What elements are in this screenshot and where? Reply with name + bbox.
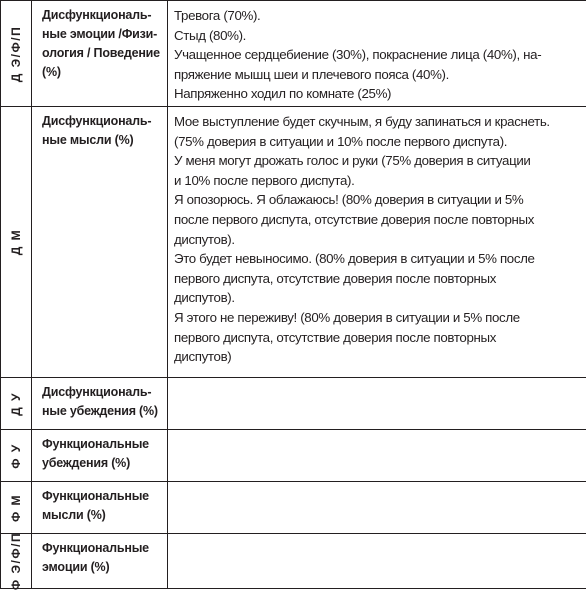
content-line: диспутов) xyxy=(168,347,586,367)
row-code: Д У xyxy=(9,392,23,416)
content-line: Я опозорюсь. Я облажаюсь! (80% доверия в ситуации и 5% xyxy=(168,190,586,210)
content-line: (75% доверия в ситуации и 10% после первого диспута). xyxy=(168,132,586,152)
row-code: Ф У xyxy=(9,443,23,469)
row-label xyxy=(32,482,167,525)
content-line: Я этого не переживу! (80% доверия в ситуации и 5% после xyxy=(168,308,586,328)
row-label-line: (%) xyxy=(42,63,161,82)
row-content xyxy=(168,534,586,539)
row-label-cell xyxy=(32,534,168,589)
content-line: У меня могут дрожать голос и руки (75% доверия в ситуации xyxy=(168,151,586,171)
row-content xyxy=(168,482,586,487)
row-label-line: ные убеждения (%) xyxy=(42,402,161,421)
row-label-cell xyxy=(32,107,168,378)
content-line: Тревога (70%). xyxy=(168,6,586,26)
row-content-cell xyxy=(168,482,586,534)
row-code: Ф М xyxy=(9,493,23,521)
row-label-cell xyxy=(32,1,168,107)
content-line: пряжение мышц шеи и плечевого пояса (40%). xyxy=(168,65,586,85)
row-label-line: ные эмоции /Физи- xyxy=(42,25,161,44)
row-label xyxy=(32,107,167,150)
row-code: Ф Э/Ф/П xyxy=(9,532,23,590)
row-label xyxy=(32,1,167,82)
content-line: диспутов). xyxy=(168,288,586,308)
row-content-cell xyxy=(168,534,586,589)
table-row xyxy=(1,430,586,482)
row-label xyxy=(32,534,167,577)
row-label-line: мысли (%) xyxy=(42,506,161,525)
table-row xyxy=(1,378,586,430)
row-label-line: ные мысли (%) xyxy=(42,131,161,150)
content-line: диспутов). xyxy=(168,230,586,250)
row-label-line: Дисфункциональ- xyxy=(42,112,161,131)
row-label xyxy=(32,378,167,421)
table-row xyxy=(1,534,586,589)
table-row xyxy=(1,1,586,107)
row-label-line: Функциональные xyxy=(42,487,161,506)
row-code-cell xyxy=(1,378,32,430)
row-content xyxy=(168,1,586,104)
row-code: Д Э/Ф/П xyxy=(9,25,23,81)
content-line: после первого диспута, отсутствие доверия после повторных xyxy=(168,210,586,230)
content-line: Мое выступление будет скучным, я буду запинаться и краснеть. xyxy=(168,112,586,132)
table-row xyxy=(1,482,586,534)
row-label-line: Функциональные xyxy=(42,539,161,558)
row-label xyxy=(32,430,167,473)
row-content xyxy=(168,430,586,435)
row-content-cell xyxy=(168,430,586,482)
row-label-line: эмоции (%) xyxy=(42,558,161,577)
row-content xyxy=(168,378,586,383)
row-content-cell xyxy=(168,1,586,107)
row-label-cell xyxy=(32,378,168,430)
content-line: Напряженно ходил по комнате (25%) xyxy=(168,84,586,104)
table-body xyxy=(1,1,586,589)
content-line: Это будет невыносимо. (80% доверия в ситуации и 5% после xyxy=(168,249,586,269)
content-line: первого диспута, отсутствие доверия после повторных xyxy=(168,328,586,348)
row-label-line: Дисфункциональ- xyxy=(42,383,161,402)
table-row xyxy=(1,107,586,378)
row-code: Д М xyxy=(9,229,23,255)
row-label-cell xyxy=(32,482,168,534)
row-content xyxy=(168,107,586,367)
row-content-cell xyxy=(168,378,586,430)
row-code-cell xyxy=(1,534,32,589)
row-code-cell xyxy=(1,1,32,107)
row-code-cell xyxy=(1,430,32,482)
content-line: Учащенное сердцебиение (30%), покраснение лица (40%), на- xyxy=(168,45,586,65)
content-line: Стыд (80%). xyxy=(168,26,586,46)
content-line: первого диспута, отсутствие доверия после повторных xyxy=(168,269,586,289)
row-label-line: ология / Поведение xyxy=(42,44,161,63)
row-code-cell xyxy=(1,482,32,534)
row-content-cell xyxy=(168,107,586,378)
row-label-line: Функциональные xyxy=(42,435,161,454)
row-label-cell xyxy=(32,430,168,482)
row-label-line: Дисфункциональ- xyxy=(42,6,161,25)
content-line: и 10% после первого диспута). xyxy=(168,171,586,191)
row-label-line: убеждения (%) xyxy=(42,454,161,473)
row-code-cell xyxy=(1,107,32,378)
